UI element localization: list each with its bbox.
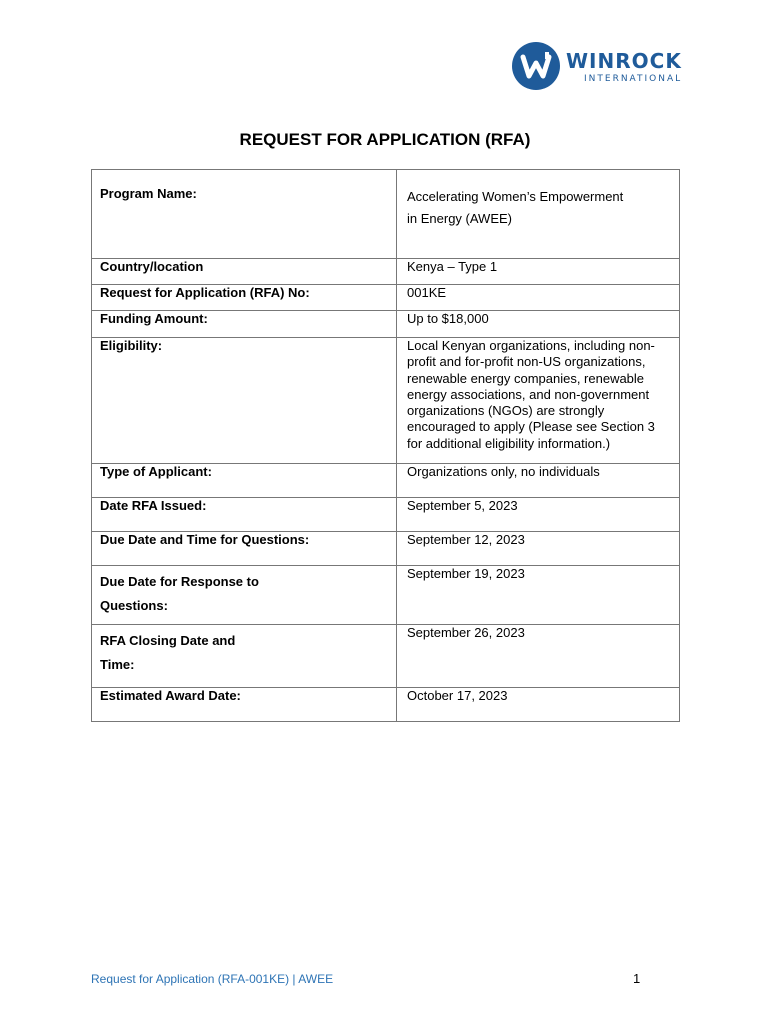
winrock-w-icon xyxy=(512,42,560,90)
row-label-program-name: Program Name: xyxy=(92,170,397,259)
label-line: RFA Closing Date and xyxy=(100,633,236,648)
label-line: Due Date for Response to xyxy=(100,574,259,589)
value-line: encouraged to apply (Please see Section 3 xyxy=(407,419,655,435)
row-label-award-date: Estimated Award Date: xyxy=(92,688,397,722)
value-line: for additional eligibility information.) xyxy=(407,435,611,451)
row-label-date-issued: Date RFA Issued: xyxy=(92,498,397,532)
table-row xyxy=(92,498,680,532)
footer-document-reference: Request for Application (RFA-001KE) | AWEE xyxy=(91,972,334,986)
row-value-rfa-no: 001KE xyxy=(397,285,680,311)
table-row xyxy=(92,285,680,311)
row-label-funding: Funding Amount: xyxy=(92,311,397,338)
row-label-eligibility: Eligibility: xyxy=(92,338,397,464)
value-line: Local Kenyan organizations, including non- xyxy=(407,338,655,353)
row-label-response-due xyxy=(92,566,397,625)
table-row xyxy=(92,566,680,625)
value-line: profit and for-profit non-US organizations, xyxy=(407,354,646,370)
value-line: Accelerating Women’s Empowerment xyxy=(407,189,624,204)
row-label-closing-date xyxy=(92,625,397,688)
table-row xyxy=(92,259,680,285)
row-value-award-date: October 17, 2023 xyxy=(397,688,680,722)
row-value-applicant-type: Organizations only, no individuals xyxy=(397,464,680,498)
label-line: Questions: xyxy=(100,598,168,613)
row-value-closing-date: September 26, 2023 xyxy=(397,625,680,688)
row-label-rfa-no: Request for Application (RFA) No: xyxy=(92,285,397,311)
table-row xyxy=(92,532,680,566)
table-row xyxy=(92,688,680,722)
logo-name: WINROCK xyxy=(566,49,682,73)
row-value-program-name xyxy=(397,170,680,259)
label-line: Time: xyxy=(100,657,135,672)
table-row xyxy=(92,170,680,259)
row-value-date-issued: September 5, 2023 xyxy=(397,498,680,532)
winrock-logo xyxy=(512,42,683,94)
row-value-country: Kenya – Type 1 xyxy=(397,259,680,285)
row-label-country: Country/location xyxy=(92,259,397,285)
table-row xyxy=(92,311,680,338)
table-row xyxy=(92,464,680,498)
row-label-questions-due: Due Date and Time for Questions: xyxy=(92,532,397,566)
value-line: renewable energy companies, renewable xyxy=(407,370,645,386)
row-value-eligibility xyxy=(397,338,680,464)
row-value-funding: Up to $18,000 xyxy=(397,311,680,338)
value-line: organizations (NGOs) are strongly xyxy=(407,403,605,419)
document-title: REQUEST FOR APPLICATION (RFA) xyxy=(239,130,531,149)
value-line: in Energy (AWEE) xyxy=(407,211,512,226)
table-row xyxy=(92,338,680,464)
row-label-applicant-type: Type of Applicant: xyxy=(92,464,397,498)
rfa-summary-table xyxy=(91,169,680,722)
row-value-response-due: September 19, 2023 xyxy=(397,566,680,625)
table-row xyxy=(92,625,680,688)
logo-subtitle: INTERNATIONAL xyxy=(584,74,683,84)
row-value-questions-due: September 12, 2023 xyxy=(397,532,680,566)
page-number: 1 xyxy=(633,971,641,986)
value-line: energy associations, and non-government xyxy=(407,386,650,402)
